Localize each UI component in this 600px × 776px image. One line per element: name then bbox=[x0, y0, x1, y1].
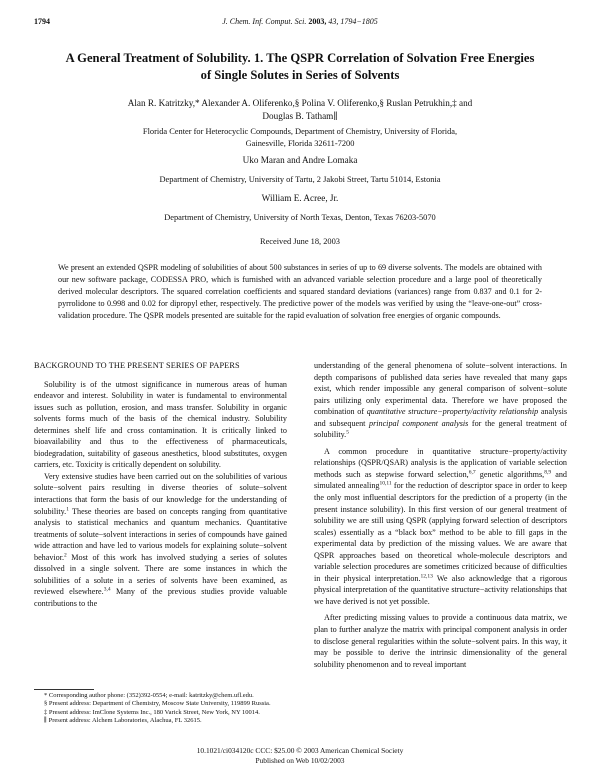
reference-superscript: 8,9 bbox=[544, 469, 552, 476]
journal-volume: 43, bbox=[328, 17, 339, 26]
reference-superscript: 2 bbox=[64, 552, 67, 559]
affiliation-texas: Department of Chemistry, University of North Texas, Denton, Texas 76203-5070 bbox=[164, 213, 436, 222]
text-run: understanding of the general phenomena of solute−solvent interactions. In depth comparisons of published data series have revealed that many gaps exist, which render impossible any general comparison of solvent−solute pairs utilizing only experimental data. Therefore we have proposed the combination of bbox=[314, 361, 567, 417]
journal-year: 2003, bbox=[308, 17, 327, 26]
affiliation-tartu: Department of Chemistry, University of Tartu, 2 Jakobi Street, Tartu 51014, Estonia bbox=[159, 175, 441, 184]
right-column bbox=[314, 360, 567, 670]
abstract: We present an extended QSPR modeling of solubilities of about 500 substances in series of up to 69 diverse solvents. The models are obtained with our new software package, CODESSA PRO, which is furnished with an advanced variable selection procedure and a large pool of theoretically derived molecular descriptors. The squared correlation coefficients and squared standard deviations (variances) range from 0.837 and 0.1 for 2-pyrrolidone to 0.998 and 0.02 for dipropyl ether, respectively. The predictive power of the models was verified by using the “leave-one-out” cross-validation procedure. The QSPR models presented are suitable for the rapid evaluation of solvation free energies of organic compounds. bbox=[58, 263, 542, 320]
text-run: Very extensive studies have been carried out on the solubilities of various solute−solvent pairs resulting in diverse theories of solute−solvent interactions that form the basis of our knowledge for the understanding of solubility. bbox=[34, 471, 287, 516]
reference-superscript: 5 bbox=[346, 429, 349, 436]
authors-line-1: Alan R. Katritzky,* Alexander A. Oliferenko,§ Polina V. Oliferenko,§ Ruslan Petrukhin,‡ and bbox=[127, 98, 473, 108]
paper-title bbox=[40, 50, 560, 84]
paragraph bbox=[314, 446, 567, 608]
footnote: ∥ Present address: Alchem Laboratories, Alachua, FL 32615. bbox=[44, 717, 202, 725]
text-run: analysis and subsequent bbox=[314, 407, 568, 428]
text-run: for the general treatment of solubility. bbox=[314, 418, 568, 440]
journal-pages: 1794−1805 bbox=[340, 17, 378, 26]
authors-line-2: Douglas B. Tatham∥ bbox=[262, 111, 338, 121]
footnote: ‡ Present address: ImClone Systems Inc., 180 Varick Street, New York, NY 10014. bbox=[44, 708, 260, 716]
text-run: genetic algorithms, bbox=[475, 469, 545, 479]
left-column bbox=[34, 360, 287, 609]
author-list bbox=[40, 97, 560, 123]
author-list-tartu: Uko Maran and Andre Lomaka bbox=[242, 155, 358, 165]
publication-date-line: Published on Web 10/02/2003 bbox=[255, 756, 345, 765]
text-run: Many of the previous studies provide valuable contributions to the bbox=[34, 587, 287, 608]
italic-term: quantitative structure−property/activity relationship bbox=[366, 407, 539, 417]
footnote: § Present address: Department of Chemistry, Moscow State University, 119899 Russia. bbox=[44, 700, 271, 708]
reference-superscript: 12,13 bbox=[420, 573, 433, 580]
doi-copyright-line: 10.1021/ci034120c CCC: $25.00 © 2003 American Chemical Society bbox=[196, 746, 404, 755]
paragraph: Solubility is of the utmost significance in numerous areas of human endeavor and interest. Solubility in water is fundamental to environmental issues such as pollution, erosion, and mass transfer. Solubility in organic solvents forms much of the basis of the chemical industry. Solubility determines shelf life and cross contamination. It is critically linked to bioavailability and thus to the effectiveness of pharmaceuticals, biodegradation, suitability of gaseous anesthetics, blood substitutes, oxygen carriers, etc. Toxicity is critically dependent on solubility. bbox=[34, 379, 287, 470]
text-run: and simulated annealing bbox=[314, 469, 567, 491]
italic-term: principal component analysis bbox=[369, 418, 469, 428]
received-date: Received June 18, 2003 bbox=[259, 237, 340, 246]
running-header bbox=[34, 17, 566, 31]
paragraph bbox=[34, 471, 287, 610]
affiliation-florida-line-2: Gainesville, Florida 32611-7200 bbox=[245, 139, 355, 148]
footnotes bbox=[34, 689, 287, 726]
paragraph bbox=[314, 360, 567, 441]
journal-citation bbox=[34, 17, 566, 26]
footnote-rule bbox=[34, 689, 94, 690]
title-line-1: A General Treatment of Solubility. 1. The QSPR Correlation of Solvation Free Energies bbox=[65, 51, 535, 65]
affiliation-florida-line-1: Florida Center for Heterocyclic Compounds, Department of Chemistry, University of Florida, bbox=[142, 127, 458, 136]
journal-name: J. Chem. Inf. Comput. Sci. bbox=[222, 17, 307, 26]
text-run: A common procedure in quantitative structure−property/activity relationships (QSPR/QSAR) analysis is the application of variable selection methods such as stepwise forward selection, bbox=[314, 446, 567, 479]
text-run: Most of this work has involved studying a series of solutes dissolved in a single solvent. There are some instances in which the solubilities of a solute in a series of solvents have been examined, as reviewed elsewhere. bbox=[34, 552, 287, 597]
text-run: These theories are based on concepts ranging from quantitative analysis to statistical mechanics and quantum mechanics. Quantitative treatments of solute−solvent interactions in series of compounds have gained wide attraction and have led to various models for explaining solute−solvent behavior. bbox=[34, 506, 287, 562]
reference-superscript: 10,11 bbox=[379, 480, 392, 487]
reference-superscript: 1 bbox=[66, 505, 69, 512]
reference-superscript: 6,7 bbox=[468, 469, 476, 476]
page-number: 1794 bbox=[34, 17, 50, 26]
text-run: for the reduction of descriptor space in order to keep the only most influential descriptors for the prediction of a property (in the present instance solubility). In this first version of our general treatment of solubility we are still using QSPR (applying forward selection of descriptors scales) essentially as a “black box” method to be able to fill gaps in the experimental data by prediction of the missing values. We are aware that QSPR approaches based on theoretical whole-molecule descriptors and variable selection procedures are sometimes criticized because of difficulties in their physical interpretation. bbox=[314, 481, 567, 583]
section-heading: BACKGROUND TO THE PRESENT SERIES OF PAPERS bbox=[34, 361, 240, 370]
footnote: * Corresponding author phone: (352)392-0554; e-mail: katritzky@chem.ufl.edu. bbox=[44, 692, 254, 699]
author-list-texas: William E. Acree, Jr. bbox=[261, 193, 339, 203]
affiliation-florida bbox=[40, 126, 560, 150]
title-line-2: of Single Solutes in Series of Solvents bbox=[200, 68, 400, 82]
reference-superscript: 3,4 bbox=[103, 586, 111, 593]
text-run: We also acknowledge that a rigorous physical interpretation of the quantitative structure−activity relationships that we have derived is not yet possible. bbox=[314, 573, 567, 606]
paragraph: After predicting missing values to provide a continuous data matrix, we plan to further analyze the matrix with principal component analysis in order to disclose general regularities within the solute−solvent pairs. In this way, it may be possible to derive the intrinsic dimensionality of the general solubility phenomenon and to reveal important bbox=[314, 613, 567, 669]
